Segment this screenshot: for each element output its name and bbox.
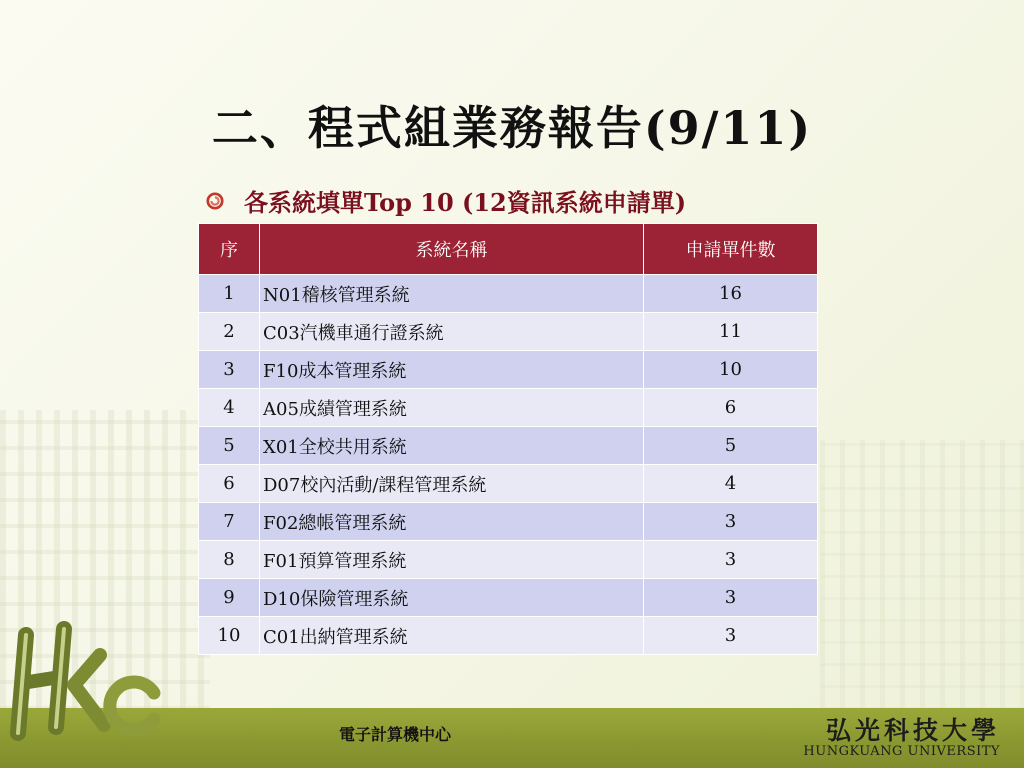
table-row: [199, 541, 818, 579]
subtitle-text: 各系統填單Top 10 (12資訊系統申請單): [244, 188, 687, 217]
row-index: 2: [199, 313, 260, 351]
row-system-name: N01稽核管理系統: [260, 275, 644, 313]
row-index: 4: [199, 389, 260, 427]
table-row: [199, 275, 818, 313]
table-row: [199, 503, 818, 541]
row-index: 9: [199, 579, 260, 617]
row-request-count: 11: [644, 313, 818, 351]
row-system-name: X01全校共用系統: [260, 427, 644, 465]
row-system-name: D10保險管理系統: [260, 579, 644, 617]
row-index: 7: [199, 503, 260, 541]
table-row: [199, 617, 818, 655]
row-index: 5: [199, 427, 260, 465]
row-index: 3: [199, 351, 260, 389]
row-system-name: D07校內活動/課程管理系統: [260, 465, 644, 503]
row-index: 6: [199, 465, 260, 503]
row-index: 10: [199, 617, 260, 655]
row-system-name: F01預算管理系統: [260, 541, 644, 579]
footer-center-text: 電子計算機中心: [338, 725, 451, 744]
table-row: [199, 465, 818, 503]
table-body: [199, 275, 818, 655]
header-system-name: 系統名稱: [260, 224, 644, 275]
header-request-count: 申請單件數: [644, 224, 818, 275]
table-row: [199, 389, 818, 427]
table-header-row: [199, 224, 818, 275]
report-table: [198, 223, 818, 655]
header-index: 序: [199, 224, 260, 275]
university-name-en: HUNGKUANG UNIVERSITY: [803, 744, 1000, 759]
row-request-count: 6: [644, 389, 818, 427]
table-row: [199, 351, 818, 389]
slide-title: 二、程式組業務報告(9/11): [211, 101, 813, 155]
row-system-name: F10成本管理系統: [260, 351, 644, 389]
row-system-name: C03汽機車通行證系統: [260, 313, 644, 351]
row-index: 8: [199, 541, 260, 579]
swirl-bullet-icon: [206, 192, 224, 210]
row-request-count: 10: [644, 351, 818, 389]
hkc-logo-icon: [4, 615, 174, 745]
row-index: 1: [199, 275, 260, 313]
table-row: [199, 427, 818, 465]
row-request-count: 3: [644, 503, 818, 541]
university-name-cn: 弘光科技大學: [825, 716, 1000, 745]
slide-subtitle: [206, 183, 686, 218]
table-row: [199, 579, 818, 617]
row-system-name: C01出納管理系統: [260, 617, 644, 655]
background-building-right: [820, 440, 1024, 710]
row-request-count: 4: [644, 465, 818, 503]
row-system-name: F02總帳管理系統: [260, 503, 644, 541]
row-request-count: 5: [644, 427, 818, 465]
row-request-count: 3: [644, 617, 818, 655]
row-system-name: A05成績管理系統: [260, 389, 644, 427]
row-request-count: 3: [644, 579, 818, 617]
row-request-count: 16: [644, 275, 818, 313]
table-row: [199, 313, 818, 351]
row-request-count: 3: [644, 541, 818, 579]
